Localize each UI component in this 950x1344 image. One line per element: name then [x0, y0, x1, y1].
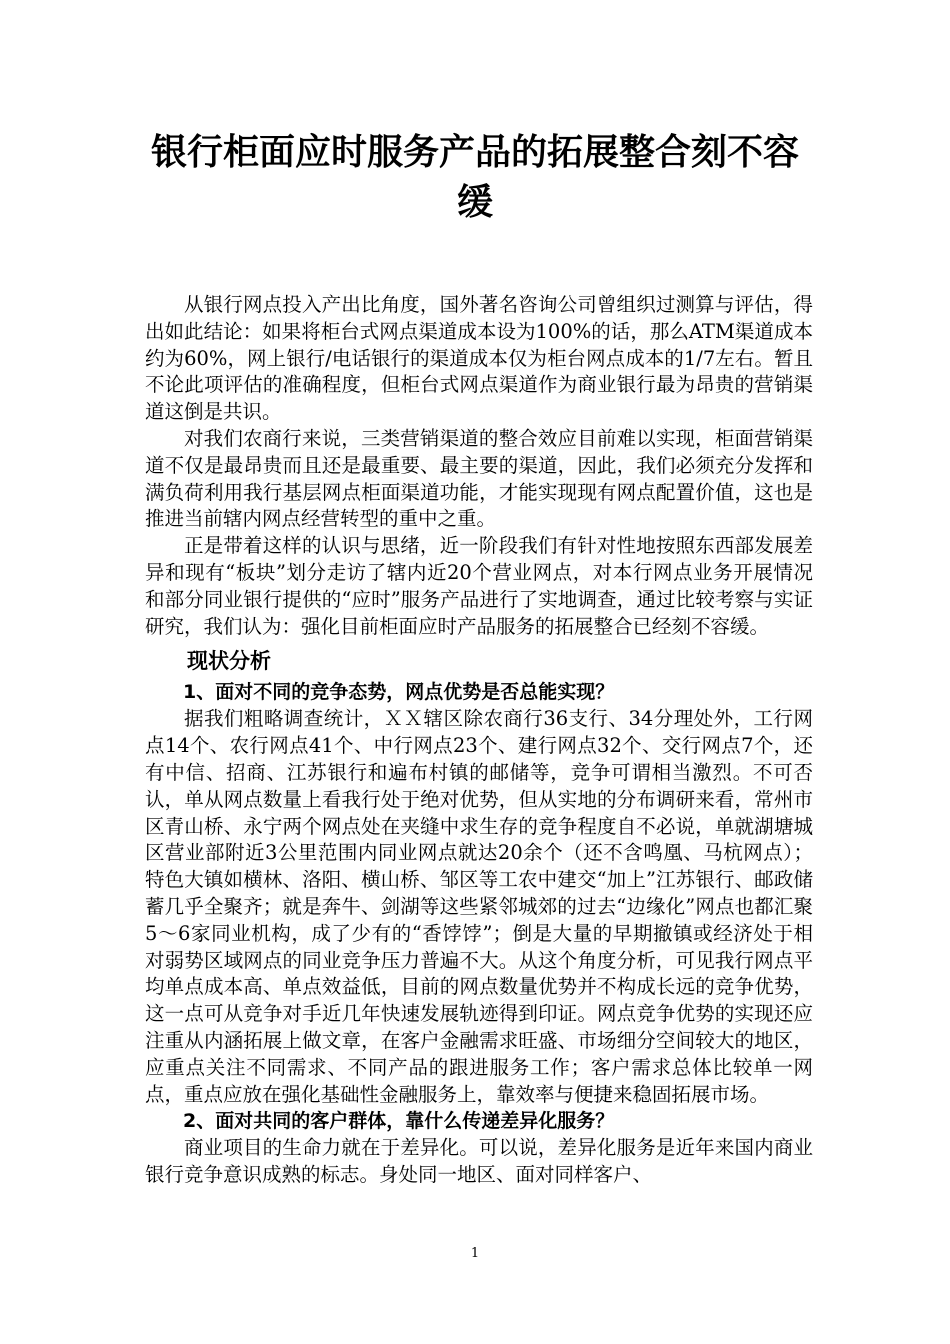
page-number: 1 [470, 1246, 480, 1261]
section-heading: 现状分析 [187, 649, 271, 674]
subsection-paragraph-2: 商业项目的生命力就在于差异化。可以说，差异化服务是近年来国内商业银行竞争意识成熟的标志。身处同一地区、面对同样客户、 [145, 1136, 813, 1187]
intro-paragraph-2: 对我们农商行来说，三类营销渠道的整合效应目前难以实现，柜面营销渠道不仅是最昂贵而且还是最重要、最主要的渠道，因此，我们必须充分发挥和满负荷利用我行基层网点柜面渠道功能，才能实现现有网点配置价值，这也是推进当前辖内网点经营转型的重中之重。 [145, 426, 813, 531]
subsection-heading-1: 1、面对不同的竞争态势，网点优势是否总能实现？ [183, 681, 615, 704]
intro-paragraph-3: 正是带着这样的认识与思绪，近一阶段我们有针对性地按照东西部发展差异和现有“板块”划分走访了辖内近20个营业网点，对本行网点业务开展情况和部分同业银行提供的“应时”服务产品进行了实地调查，通过比较考察与实证研究，我们认为：强化目前柜面应时产品服务的拓展整合已经刻不容缓。 [145, 534, 813, 638]
intro-paragraph-1: 从银行网点投入产出比角度，国外著名咨询公司曾组织过测算与评估，得出如此结论：如果将柜台式网点渠道成本设为100%的话，那么ATM渠道成本约为60%，网上银行/电话银行的渠道成本仅为柜台网点成本的1/7左右。暂且不论此项评估的准确程度，但柜台式网点渠道作为商业银行最为昂贵的营销渠道这倒是共识。 [145, 293, 813, 424]
document-body [145, 292, 813, 1189]
subsection-paragraph-1: 据我们粗略调查统计，ＸＸ辖区除农商行36支行、34分理处外，工行网点14个、农行网点41个、中行网点23个、建行网点32个、交行网点7个，还有中信、招商、江苏银行和遍布村镇的邮储等，竞争可谓相当激烈。不可否认，单从网点数量上看我行处于绝对优势，但从实地的分布调研来看，常州市区青山桥、永宁两个网点处在夹缝中求生存的竞争程度自不必说，单就湖塘城区营业部附近3公里范围内同业网点就达20余个（还不含鸣凰、马杭网点）；特色大镇如横林、洛阳、横山桥、邹区等工农中建交“加上”江苏银行、邮政储蓄几乎全聚齐；就是奔牛、剑湖等这些紧邻城郊的过去“边缘化”网点也都汇聚5～6家同业机构，成了少有的“香饽饽”；倒是大量的早期撤镇或经济处于相对弱势区域网点的同业竞争压力普遍不大。从这个角度分析，可见我行网点平均单点成本高、单点效益低，目前的网点数量优势并不构成长远的竞争优势，这一点可从竞争对手近几年快速发展轨迹得到印证。网点竞争优势的实现还应注重从内涵拓展上做文章，在客户金融需求旺盛、市场细分空间较大的地区，应重点关注不同需求、不同产品的跟进服务工作；客户需求总体比较单一网点，重点应放在强化基础性金融服务上，靠效率与便捷来稳固拓展市场。 [145, 707, 813, 1106]
subsection-heading-2: 2、面对共同的客户群体，靠什么传递差异化服务？ [183, 1110, 615, 1133]
document-title: 银行柜面应时服务产品的拓展整合刻不容缓 [150, 132, 799, 223]
